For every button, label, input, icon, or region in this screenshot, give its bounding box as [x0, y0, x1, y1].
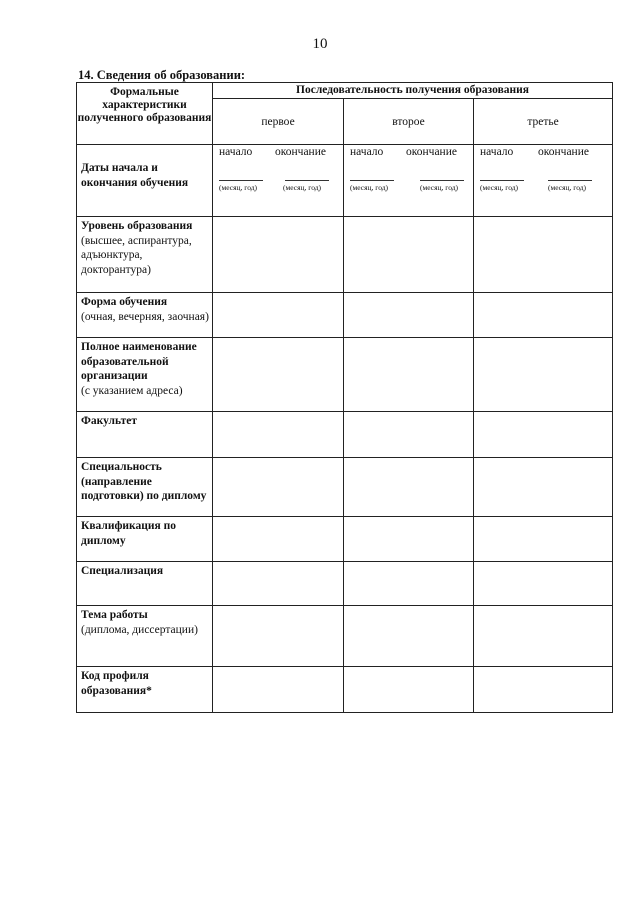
specialization-cell-second[interactable]	[344, 562, 474, 606]
end-label: окончание	[275, 146, 326, 158]
faculty-cell-first[interactable]	[213, 412, 344, 458]
end-line	[420, 180, 464, 181]
profile-code-cell-second[interactable]	[344, 667, 474, 713]
end-hint: (месяц, год)	[548, 183, 587, 192]
column-first: первое	[213, 99, 344, 145]
start-line	[350, 180, 394, 181]
start-hint: (месяц, год)	[219, 183, 258, 192]
level-cell-first[interactable]	[213, 217, 344, 293]
start-label: начало	[480, 146, 514, 158]
row-label-form: Форма обучения (очная, вечерняя, заочная)	[77, 293, 213, 338]
faculty-cell-second[interactable]	[344, 412, 474, 458]
column-third: третье	[474, 99, 613, 145]
row-label-thesis: Тема работы (диплома, диссертации)	[77, 606, 213, 667]
page-number: 10	[312, 36, 328, 52]
header-characteristics: Формальные характеристики полученного образования	[77, 83, 213, 145]
end-line	[548, 180, 592, 181]
organization-cell-third[interactable]	[474, 338, 613, 412]
row-label-specialization: Специализация	[77, 562, 213, 606]
end-hint: (месяц, год)	[283, 183, 322, 192]
row-label-level: Уровень образования (высшее, аспирантура, адъюнктура, докторантура)	[77, 217, 213, 293]
header-sequence: Последовательность получения образования	[213, 83, 613, 99]
organization-cell-first[interactable]	[213, 338, 344, 412]
qualification-cell-first[interactable]	[213, 517, 344, 562]
row-label-organization: Полное наименование образовательной организации (с указанием адреса)	[77, 338, 213, 412]
thesis-cell-third[interactable]	[474, 606, 613, 667]
specialization-cell-third[interactable]	[474, 562, 613, 606]
start-line	[480, 180, 524, 181]
start-label: начало	[350, 146, 384, 158]
form-cell-second[interactable]	[344, 293, 474, 338]
section-title: 14. Сведения об образовании:	[78, 68, 246, 82]
row-label-faculty: Факультет	[77, 412, 213, 458]
column-second: второе	[344, 99, 474, 145]
row-label-specialty: Специальность (направление подготовки) по диплому	[77, 458, 213, 517]
dates-cell-first[interactable]	[213, 145, 344, 217]
profile-code-cell-third[interactable]	[474, 667, 613, 713]
row-label-qualification: Квалификация по диплому	[77, 517, 213, 562]
faculty-cell-third[interactable]	[474, 412, 613, 458]
start-label: начало	[219, 146, 253, 158]
organization-cell-second[interactable]	[344, 338, 474, 412]
specialty-cell-third[interactable]	[474, 458, 613, 517]
specialty-cell-second[interactable]	[344, 458, 474, 517]
start-hint: (месяц, год)	[350, 183, 389, 192]
specialty-cell-first[interactable]	[213, 458, 344, 517]
row-label-profile-code: Код профиля образования*	[77, 667, 213, 713]
profile-code-cell-first[interactable]	[213, 667, 344, 713]
form-cell-first[interactable]	[213, 293, 344, 338]
education-table	[76, 82, 613, 713]
end-label: окончание	[538, 146, 589, 158]
qualification-cell-third[interactable]	[474, 517, 613, 562]
qualification-cell-second[interactable]	[344, 517, 474, 562]
row-label-dates: Даты начала и окончания обучения	[77, 145, 213, 217]
start-hint: (месяц, год)	[480, 183, 519, 192]
thesis-cell-second[interactable]	[344, 606, 474, 667]
specialization-cell-first[interactable]	[213, 562, 344, 606]
start-line	[219, 180, 263, 181]
dates-cell-third[interactable]	[474, 145, 613, 217]
level-cell-third[interactable]	[474, 217, 613, 293]
end-line	[285, 180, 329, 181]
dates-cell-second[interactable]	[344, 145, 474, 217]
form-cell-third[interactable]	[474, 293, 613, 338]
end-hint: (месяц, год)	[420, 183, 459, 192]
thesis-cell-first[interactable]	[213, 606, 344, 667]
level-cell-second[interactable]	[344, 217, 474, 293]
end-label: окончание	[406, 146, 457, 158]
